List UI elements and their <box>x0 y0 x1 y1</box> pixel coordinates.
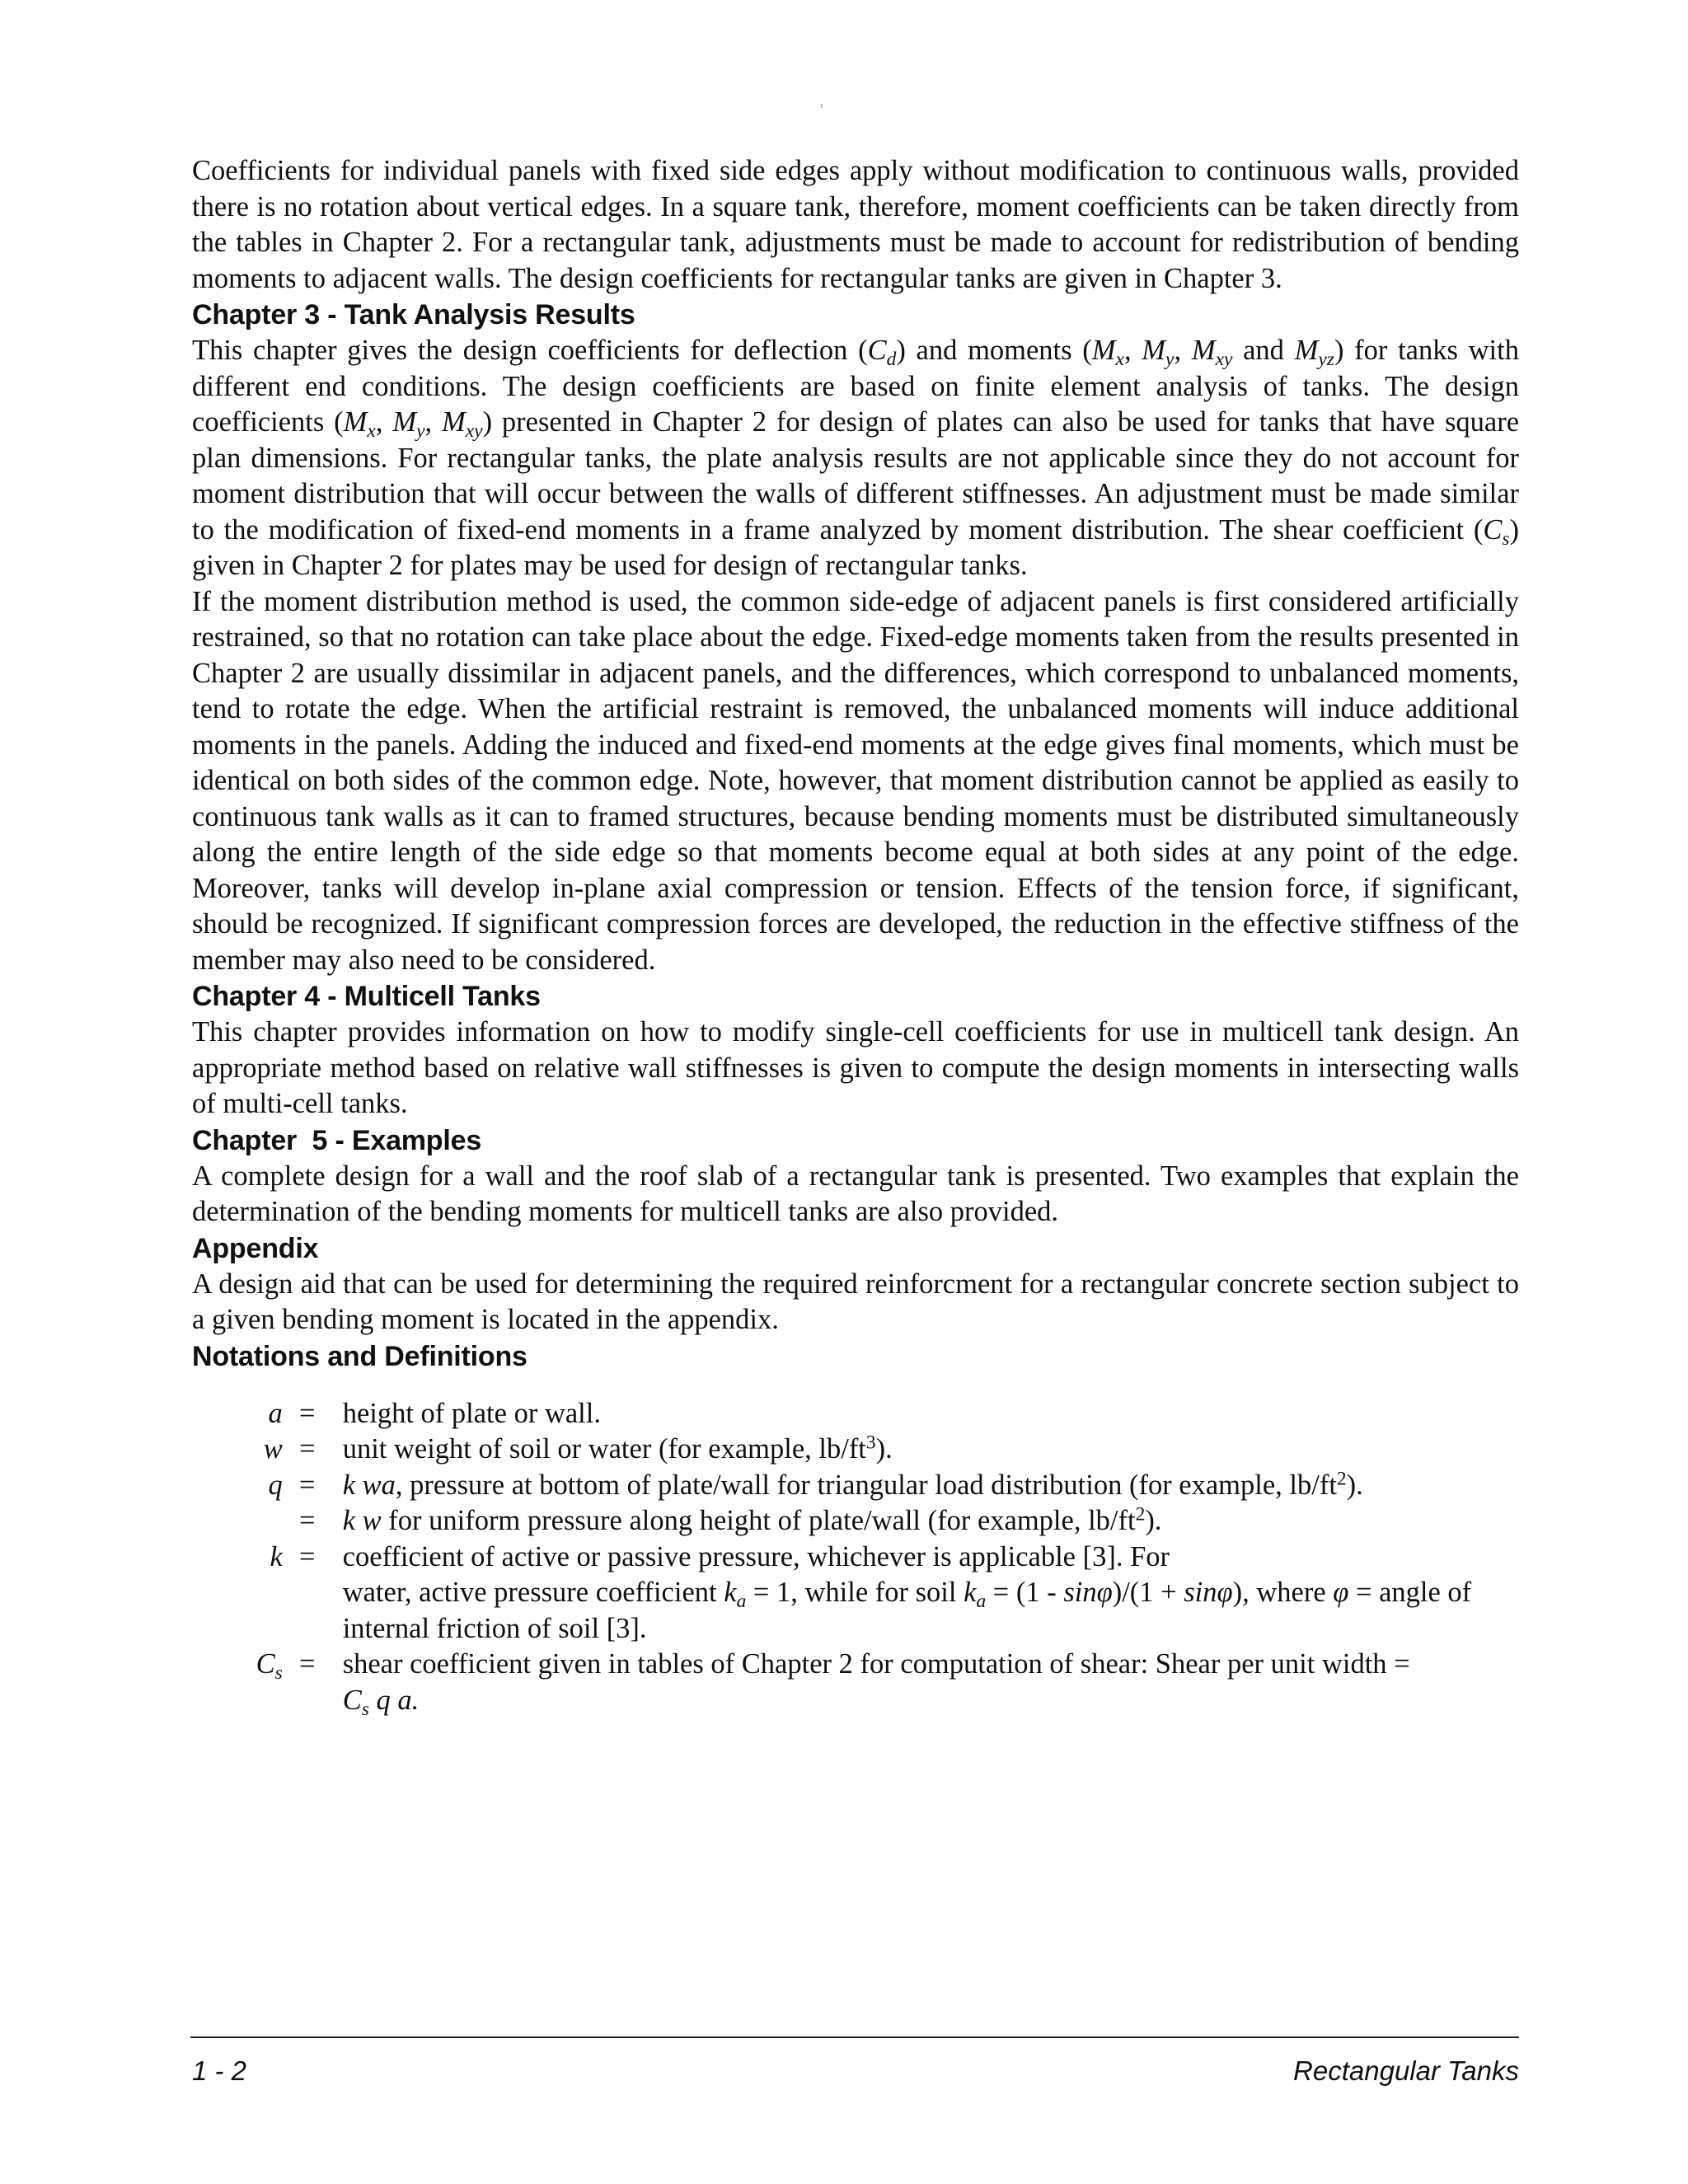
scan-mark <box>821 104 823 108</box>
notation-definition: coefficient of active or passive pressure, whichever is applicable [3]. For water, active pressure coefficient $k_a = 1$, while for soil $k_a = (1 - \sin\varphi)/(1 + \sin\varphi)$, where φ = angle of internal friction of soil [3]. <box>342 1540 1472 1644</box>
appendix-paragraph: A design aid that can be used for determining the required reinforcment for a rectangular concrete section subject to a given bending moment is located in the appendix. <box>192 1268 1519 1335</box>
chapter4-paragraph: This chapter provides information on how to modify single-cell coefficients for use in multicell tank design. An appropriate method based on relative wall stiffnesses is given to compute the design moments in intersecting walls of multi-cell tanks. <box>192 1016 1519 1119</box>
notation-symbol: k <box>270 1540 283 1572</box>
equals-sign: = <box>299 1469 316 1501</box>
notation-definition: shear coefficient given in tables of Chapter 2 for computation of shear: Shear per unit width = $C_s$ q a. <box>342 1648 1410 1720</box>
notation-symbol: w <box>263 1433 283 1465</box>
page-number: 1 - 2 <box>192 2055 247 2086</box>
notation-symbol: q <box>268 1469 283 1501</box>
chapter3-heading: Chapter 3 - Tank Analysis Results <box>192 299 635 330</box>
appendix-heading: Appendix <box>192 1232 319 1264</box>
notations-heading: Notations and Definitions <box>192 1340 528 1372</box>
notation-definition: height of plate or wall. <box>342 1397 601 1429</box>
chapter5-heading: Chapter 5 - Examples <box>192 1124 482 1156</box>
notation-row-w <box>192 1432 1519 1468</box>
chapter5-paragraph: A complete design for a wall and the roof slab of a rectangular tank is presented. Two examples that explain the determination of the bending moments for multicell tanks are also provided. <box>192 1160 1519 1227</box>
notations-list <box>192 1396 1519 1719</box>
chapter4-heading: Chapter 4 - Multicell Tanks <box>192 981 541 1012</box>
equals-sign: = <box>299 1648 316 1680</box>
notation-definition: k w for uniform pressure along height of plate/wall (for example, $lb/ft^2$). <box>342 1503 1162 1536</box>
notation-row-cs <box>192 1647 1519 1718</box>
equals-sign: = <box>299 1540 316 1572</box>
notation-row-k <box>192 1540 1519 1647</box>
notation-row-a <box>192 1396 1519 1432</box>
equals-sign: = <box>299 1397 316 1429</box>
notation-definition: unit weight of soil or water (for example, $lb/ft^3$). <box>342 1432 893 1465</box>
chapter3-paragraph-2: If the moment distribution method is used, the common side-edge of adjacent panels is first considered artificially restrained, so that no rotation can take place about the edge. Fixed-edge moments taken from the results presented in Chapter 2 are usually dissimilar in adjacent panels, and the differences, which correspond to unbalanced moments, tend to rotate the edge. When the artificial restraint is removed, the unbalanced moments will induce additional moments in the panels. Adding the induced and fixed-end moments at the edge gives final moments, which must be identical on both sides of the common edge. Note, however, that moment distribution cannot be applied as easily to continuous tank walls as it can to framed structures, because bending moments must be distributed simultaneously along the entire length of the side edge so that moments become equal at both sides at any point of the edge. Moreover, tanks will develop in-plane axial compression or tension. Effects of the tension force, if significant, should be recognized. If significant compression forces are developed, the reduction in the effective stiffness of the member may also need to be considered. <box>192 585 1519 976</box>
equals-sign: = <box>299 1433 316 1465</box>
notation-row-q-uniform <box>192 1503 1519 1540</box>
notation-row-q <box>192 1468 1519 1504</box>
page-content <box>192 153 1519 1718</box>
notation-definition: k wa, pressure at bottom of plate/wall for triangular load distribution (for example, $lb/ft^2$). <box>342 1467 1363 1501</box>
footer-divider <box>190 2036 1519 2038</box>
intro-paragraph: Coefficients for individual panels with fixed side edges apply without modification to continuous walls, provided there is no rotation about vertical edges. In a square tank, therefore, moment coefficients can be taken directly from the tables in Chapter 2. For a rectangular tank, adjustments must be made to account for redistribution of bending moments to adjacent walls. The design coefficients for rectangular tanks are given in Chapter 3. <box>192 155 1519 294</box>
equals-sign: = <box>299 1505 316 1536</box>
notation-symbol: $C_s$ <box>256 1648 283 1685</box>
running-title: Rectangular Tanks <box>1293 2055 1519 2086</box>
chapter3-paragraph-1: This chapter gives the design coefficients for deflection $(C_d)$ and moments ($M_x$, $M_y$, $M_{xy}$ and $M_{yz}$) for tanks with different end conditions. The design coefficients are based on finite element analysis of tanks. The design coefficients ($M_x$, $M_y$, $M_{xy}$) presented in Chapter 2 for design of plates can also be used for tanks that have square plan dimensions. For rectangular tanks, the plate analysis results are not applicable since they do not account for moment distribution that will occur between the walls of different stiffnesses. An adjustment must be made similar to the modification of fixed-end moments in a frame analyzed by moment distribution. The shear coefficient $(C_s)$ given in Chapter 2 for plates may be used for design of rectangular tanks. <box>192 335 1520 581</box>
notation-symbol: a <box>268 1397 283 1429</box>
